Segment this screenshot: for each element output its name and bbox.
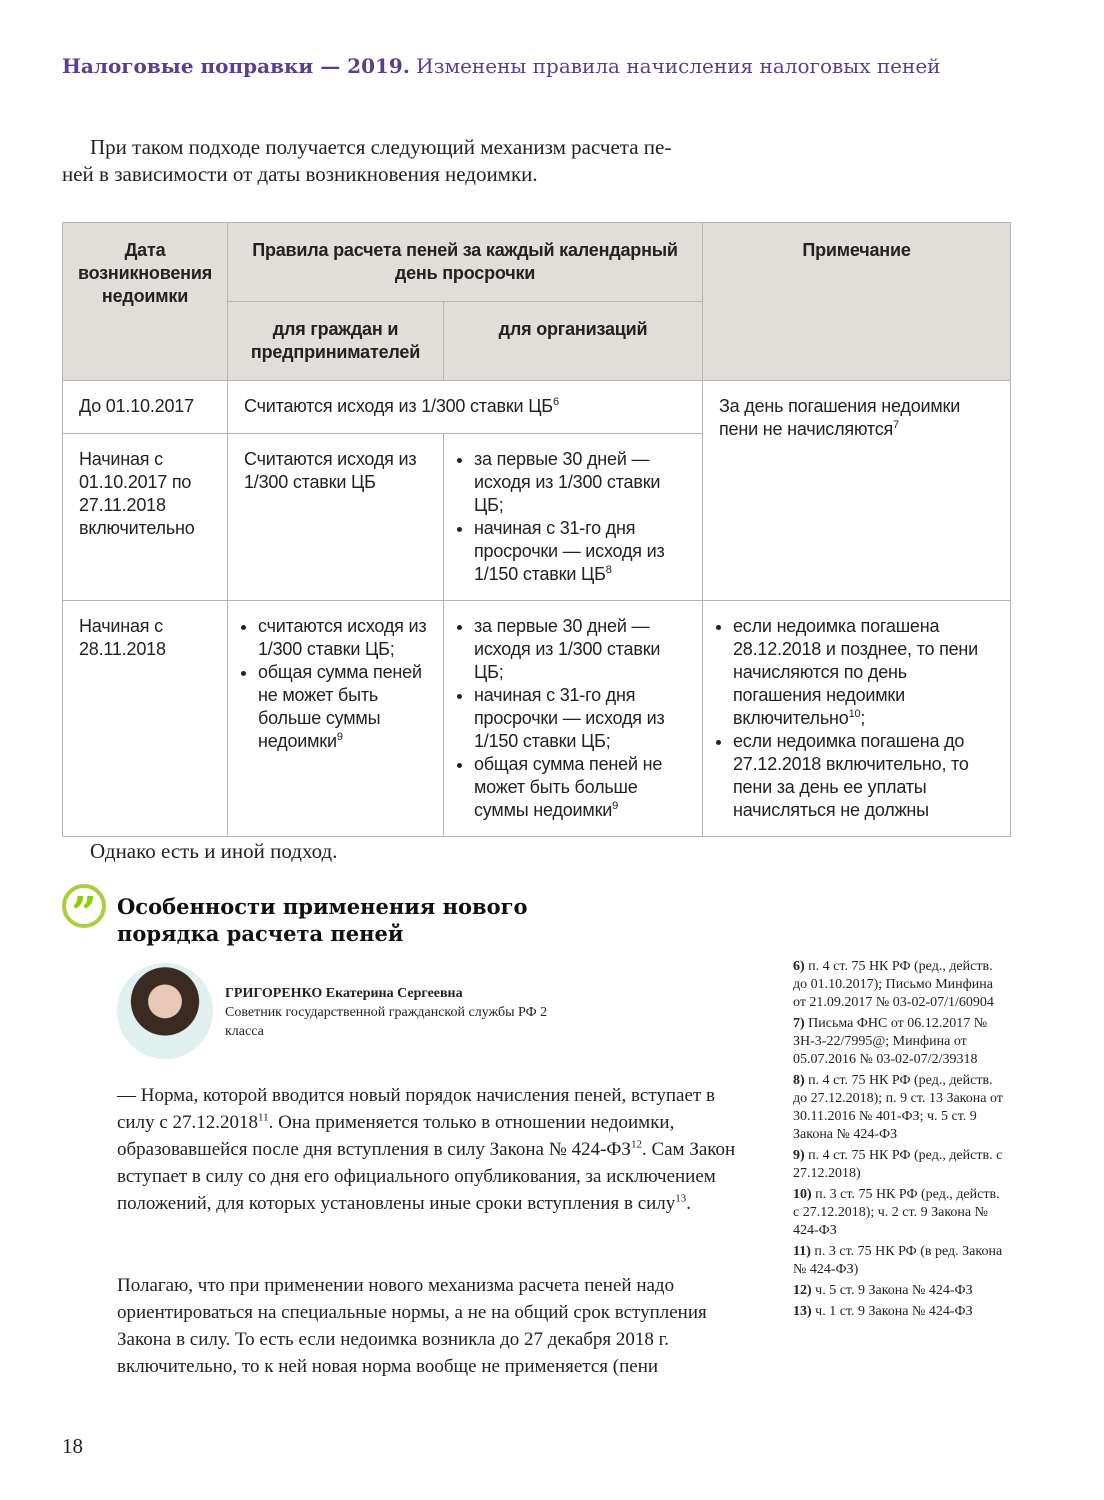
header-note: Примечание [703,223,1011,381]
penalty-rules-table [62,222,1011,837]
cell-date: Начиная с 28.11.2018 [63,601,228,837]
after-table-text: Однако есть и иной подход. [90,839,338,863]
author-info [225,984,585,1041]
author-avatar [117,963,213,1059]
table-row [63,381,1011,434]
header-date: Дата возникновения недоимки [63,223,228,381]
author-name: ГРИГОРЕНКО Екатерина Сергеевна [225,986,463,1001]
footnote: 7) Письма ФНС от 06.12.2017 № ЗН-3-22/7995@; Минфина от 05.07.2016 № 03-02-07/2/39318 [793,1016,988,1067]
footnote: 6) п. 4 ст. 75 НК РФ (ред., действ. до 01.10.2017); Письмо Минфина от 21.09.2017 № 03-02-07/1/60904 [793,959,994,1010]
header-citizens: для граждан и предпринимателей [228,302,444,381]
quote-icon: ” [62,884,106,928]
running-header [62,54,941,78]
header-orgs: для организаций [444,302,703,381]
paragraph-2: Полагаю, что при применении нового механизма расчета пеней надо ориентироваться на специальные нормы, а не на общий срок вступления Закона в силу. То есть если недоимка возникла до 27 декабря 2018 г. включительно, то к ней новая норма вообще не применяется (пени [117,1275,707,1377]
header-subtitle: Изменены правила начисления налоговых пеней [416,54,941,78]
footnote: 12) ч. 5 ст. 9 Закона № 424-ФЗ [793,1283,973,1298]
page-number: 18 [62,1434,83,1458]
section-name: Налоговые поправки — 2019. [62,54,410,78]
cell-orgs: • за первые 30 дней — исходя из 1/300 ставки ЦБ; • начиная с 31-го дня просрочки — исходя из 1/150 ставки ЦБ; • общая сумма пеней не может быть больше суммы недоимки$^9$ [444,601,703,837]
cell-date: Начиная с 01.10.2017 по 27.11.2018 включительно [63,434,228,601]
table-row [63,601,1011,837]
section-title: Особенности применения нового порядка расчета пеней [117,894,528,946]
cell-citizens: • считаются исходя из 1/300 ставки ЦБ; • общая сумма пеней не может быть больше суммы недоимки$^9$ [228,601,444,837]
footnote: 13) ч. 1 ст. 9 Закона № 424-ФЗ [793,1304,973,1319]
footnote: 8) п. 4 ст. 75 НК РФ (ред., действ. до 27.12.2018); п. 9 ст. 13 Закона от 30.11.2016 № 401-ФЗ; ч. 5 ст. 9 Закона № 424-ФЗ [793,1073,1003,1142]
footnotes [793,958,1008,1324]
paragraph-1: — Норма, которой вводится новый порядок начисления пеней, вступает в силу с 27.12.2018$^{11}$. Она применяется только в отношении недоимки, образовавшейся после дня вступления в силу Закона № 424-ФЗ$^{12}$. Сам Закон вступает в силу со дня его официального опубликования, за исключением положений, для которых установлены иные сроки вступления в силу$^{13}$. [117,1085,736,1214]
cell-rule: Считаются исходя из 1/300 ставки $ЦБ^6$ [228,381,703,434]
cell-note: • если недоимка погашена 28.12.2018 и позднее, то пени начисляются по день погашения недоимки включительно$^{10}$; • если недоимка погашена до 27.12.2018 включительно, то пени за день ее уплаты начисляться не должны [703,601,1011,837]
intro-paragraph: При таком подходе получается следующий механизм расчета пе- ней в зависимости от даты возникновения недоимки. [62,135,672,186]
footnote: 11) п. 3 ст. 75 НК РФ (в ред. Закона № 424-ФЗ) [793,1244,1003,1277]
author-position: Советник государственной гражданской службы РФ 2 класса [225,1005,548,1039]
cell-date: До 01.10.2017 [63,381,228,434]
footnote: 10) п. 3 ст. 75 НК РФ (ред., действ. с 27.12.2018); ч. 2 ст. 9 Закона № 424-ФЗ [793,1187,1000,1238]
cell-citizens: Считаются исходя из 1/300 ставки ЦБ [228,434,444,601]
cell-orgs: • за первые 30 дней — исходя из 1/300 ставки ЦБ; • начиная с 31-го дня просрочки — исходя из 1/150 ставки $ЦБ^8$ [444,434,703,601]
header-rules: Правила расчета пеней за каждый календарный день просрочки [228,223,703,302]
footnote: 9) п. 4 ст. 75 НК РФ (ред., действ. с 27.12.2018) [793,1148,1003,1181]
cell-note: За день погашения недоимки пени не начисляются$^7$ [703,381,1011,601]
